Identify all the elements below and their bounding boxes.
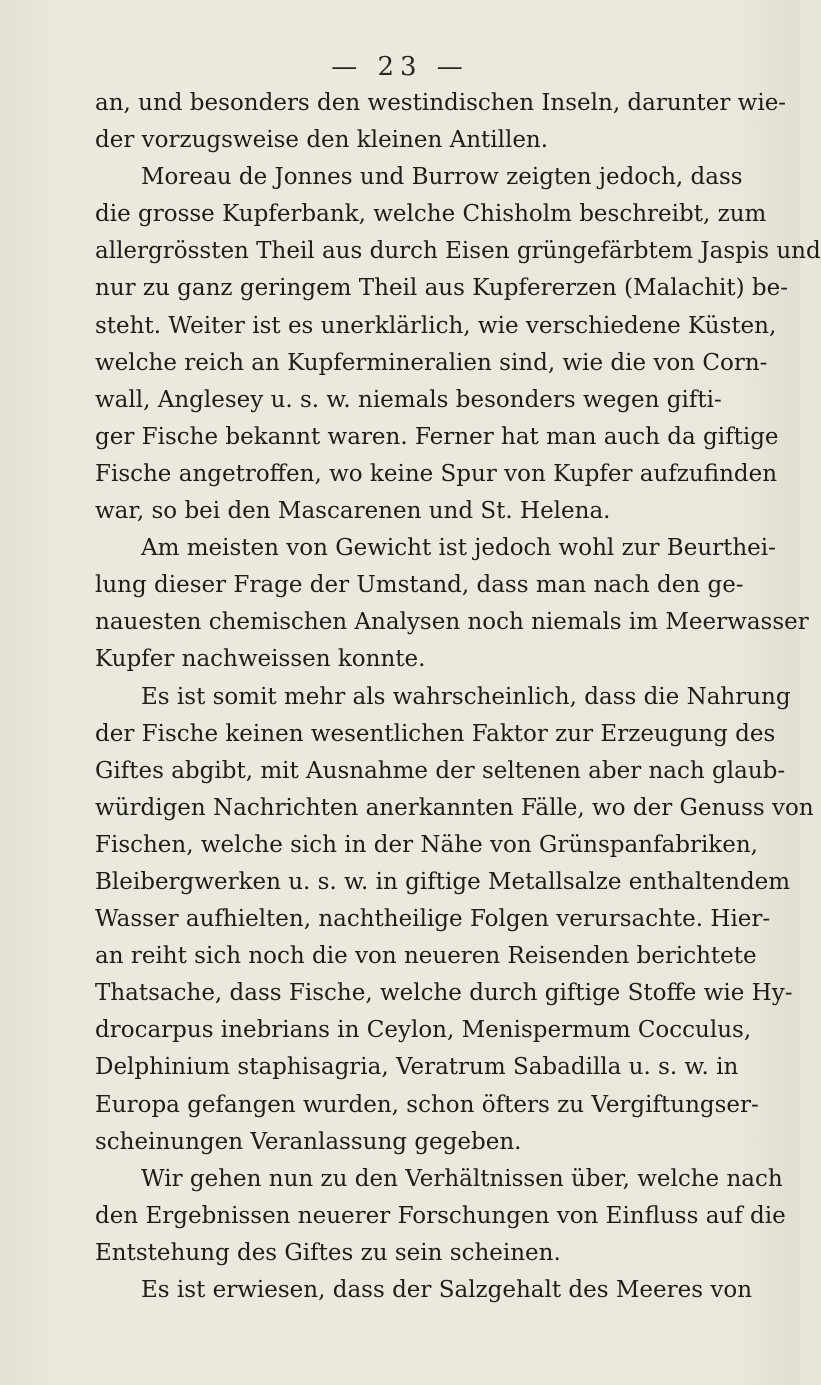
text-line: würdigen Nachrichten anerkannten Fälle, wo der Genuss von (95, 794, 814, 821)
text-line: war, so bei den Mascarenen und St. Helena. (95, 498, 611, 525)
text-line: Es ist erwiesen, dass der Salzgehalt des Meeres von (141, 1277, 753, 1303)
text-line: Thatsache, dass Fische, welche durch giftige Stoffe wie Hy- (95, 980, 793, 1007)
text-line: scheinungen Veranlassung gegeben. (95, 1128, 522, 1155)
body-text (95, 85, 821, 1309)
text-line: welche reich an Kupfermineralien sind, wie die von Corn- (95, 349, 768, 376)
text-line: der vorzugsweise den kleinen Antillen. (95, 127, 549, 154)
text-line: Delphinium staphisagria, Veratrum Sabadilla u. s. w. in (95, 1054, 739, 1081)
text-line: den Ergebnissen neuerer Forschungen von Einfluss auf die (95, 1202, 786, 1229)
page-number: — 23 — (331, 52, 469, 82)
text-line: ger Fische bekannt waren. Ferner hat man auch da giftige (95, 423, 779, 450)
text-line: drocarpus inebrians in Ceylon, Menispermum Cocculus, (95, 1017, 752, 1044)
text-line: Giftes abgibt, mit Ausnahme der seltenen aber nach glaub- (95, 757, 786, 784)
text-line: Wasser aufhielten, nachtheilige Folgen verursachte. Hier- (95, 906, 771, 933)
text-line: Moreau de Jonnes und Burrow zeigten jedoch, dass (141, 164, 743, 191)
text-line: allergrössten Theil aus durch Eisen grüngefärbtem Jaspis und (95, 238, 821, 265)
text-line: an reiht sich noch die von neueren Reisenden berichtete (95, 943, 757, 970)
text-line: Europa gefangen wurden, schon öfters zu Vergiftungser- (95, 1091, 759, 1118)
text-line: Es ist somit mehr als wahrscheinlich, dass die Nahrung (141, 683, 791, 710)
text-line: lung dieser Frage der Umstand, dass man nach den ge- (95, 572, 744, 599)
text-line: Entstehung des Giftes zu sein scheinen. (95, 1239, 561, 1266)
text-line: Am meisten von Gewicht ist jedoch wohl zur Beurthei- (141, 535, 776, 562)
text-line: Kupfer nachweissen konnte. (95, 646, 426, 673)
text-line: steht. Weiter ist es unerklärlich, wie verschiedene Küsten, (95, 312, 777, 339)
text-line: Fischen, welche sich in der Nähe von Grünspanfabriken, (95, 831, 758, 858)
text-line: nauesten chemischen Analysen noch niemals im Meerwasser (95, 609, 809, 636)
text-line: wall, Anglesey u. s. w. niemals besonders wegen gifti- (95, 386, 722, 413)
text-line: Fische angetroffen, wo keine Spur von Kupfer aufzufinden (95, 460, 778, 487)
text-line: der Fische keinen wesentlichen Faktor zur Erzeugung des (95, 720, 776, 747)
text-line: die grosse Kupferbank, welche Chisholm beschreibt, zum (95, 201, 767, 228)
text-line: an, und besonders den westindischen Inseln, darunter wie- (95, 90, 787, 116)
text-line: nur zu ganz geringem Theil aus Kupfererzen (Malachit) be- (95, 275, 789, 302)
text-line: Wir gehen nun zu den Verhältnissen über, welche nach (141, 1165, 783, 1192)
text-line: Bleibergwerken u. s. w. in giftige Metallsalze enthaltendem (95, 868, 791, 895)
